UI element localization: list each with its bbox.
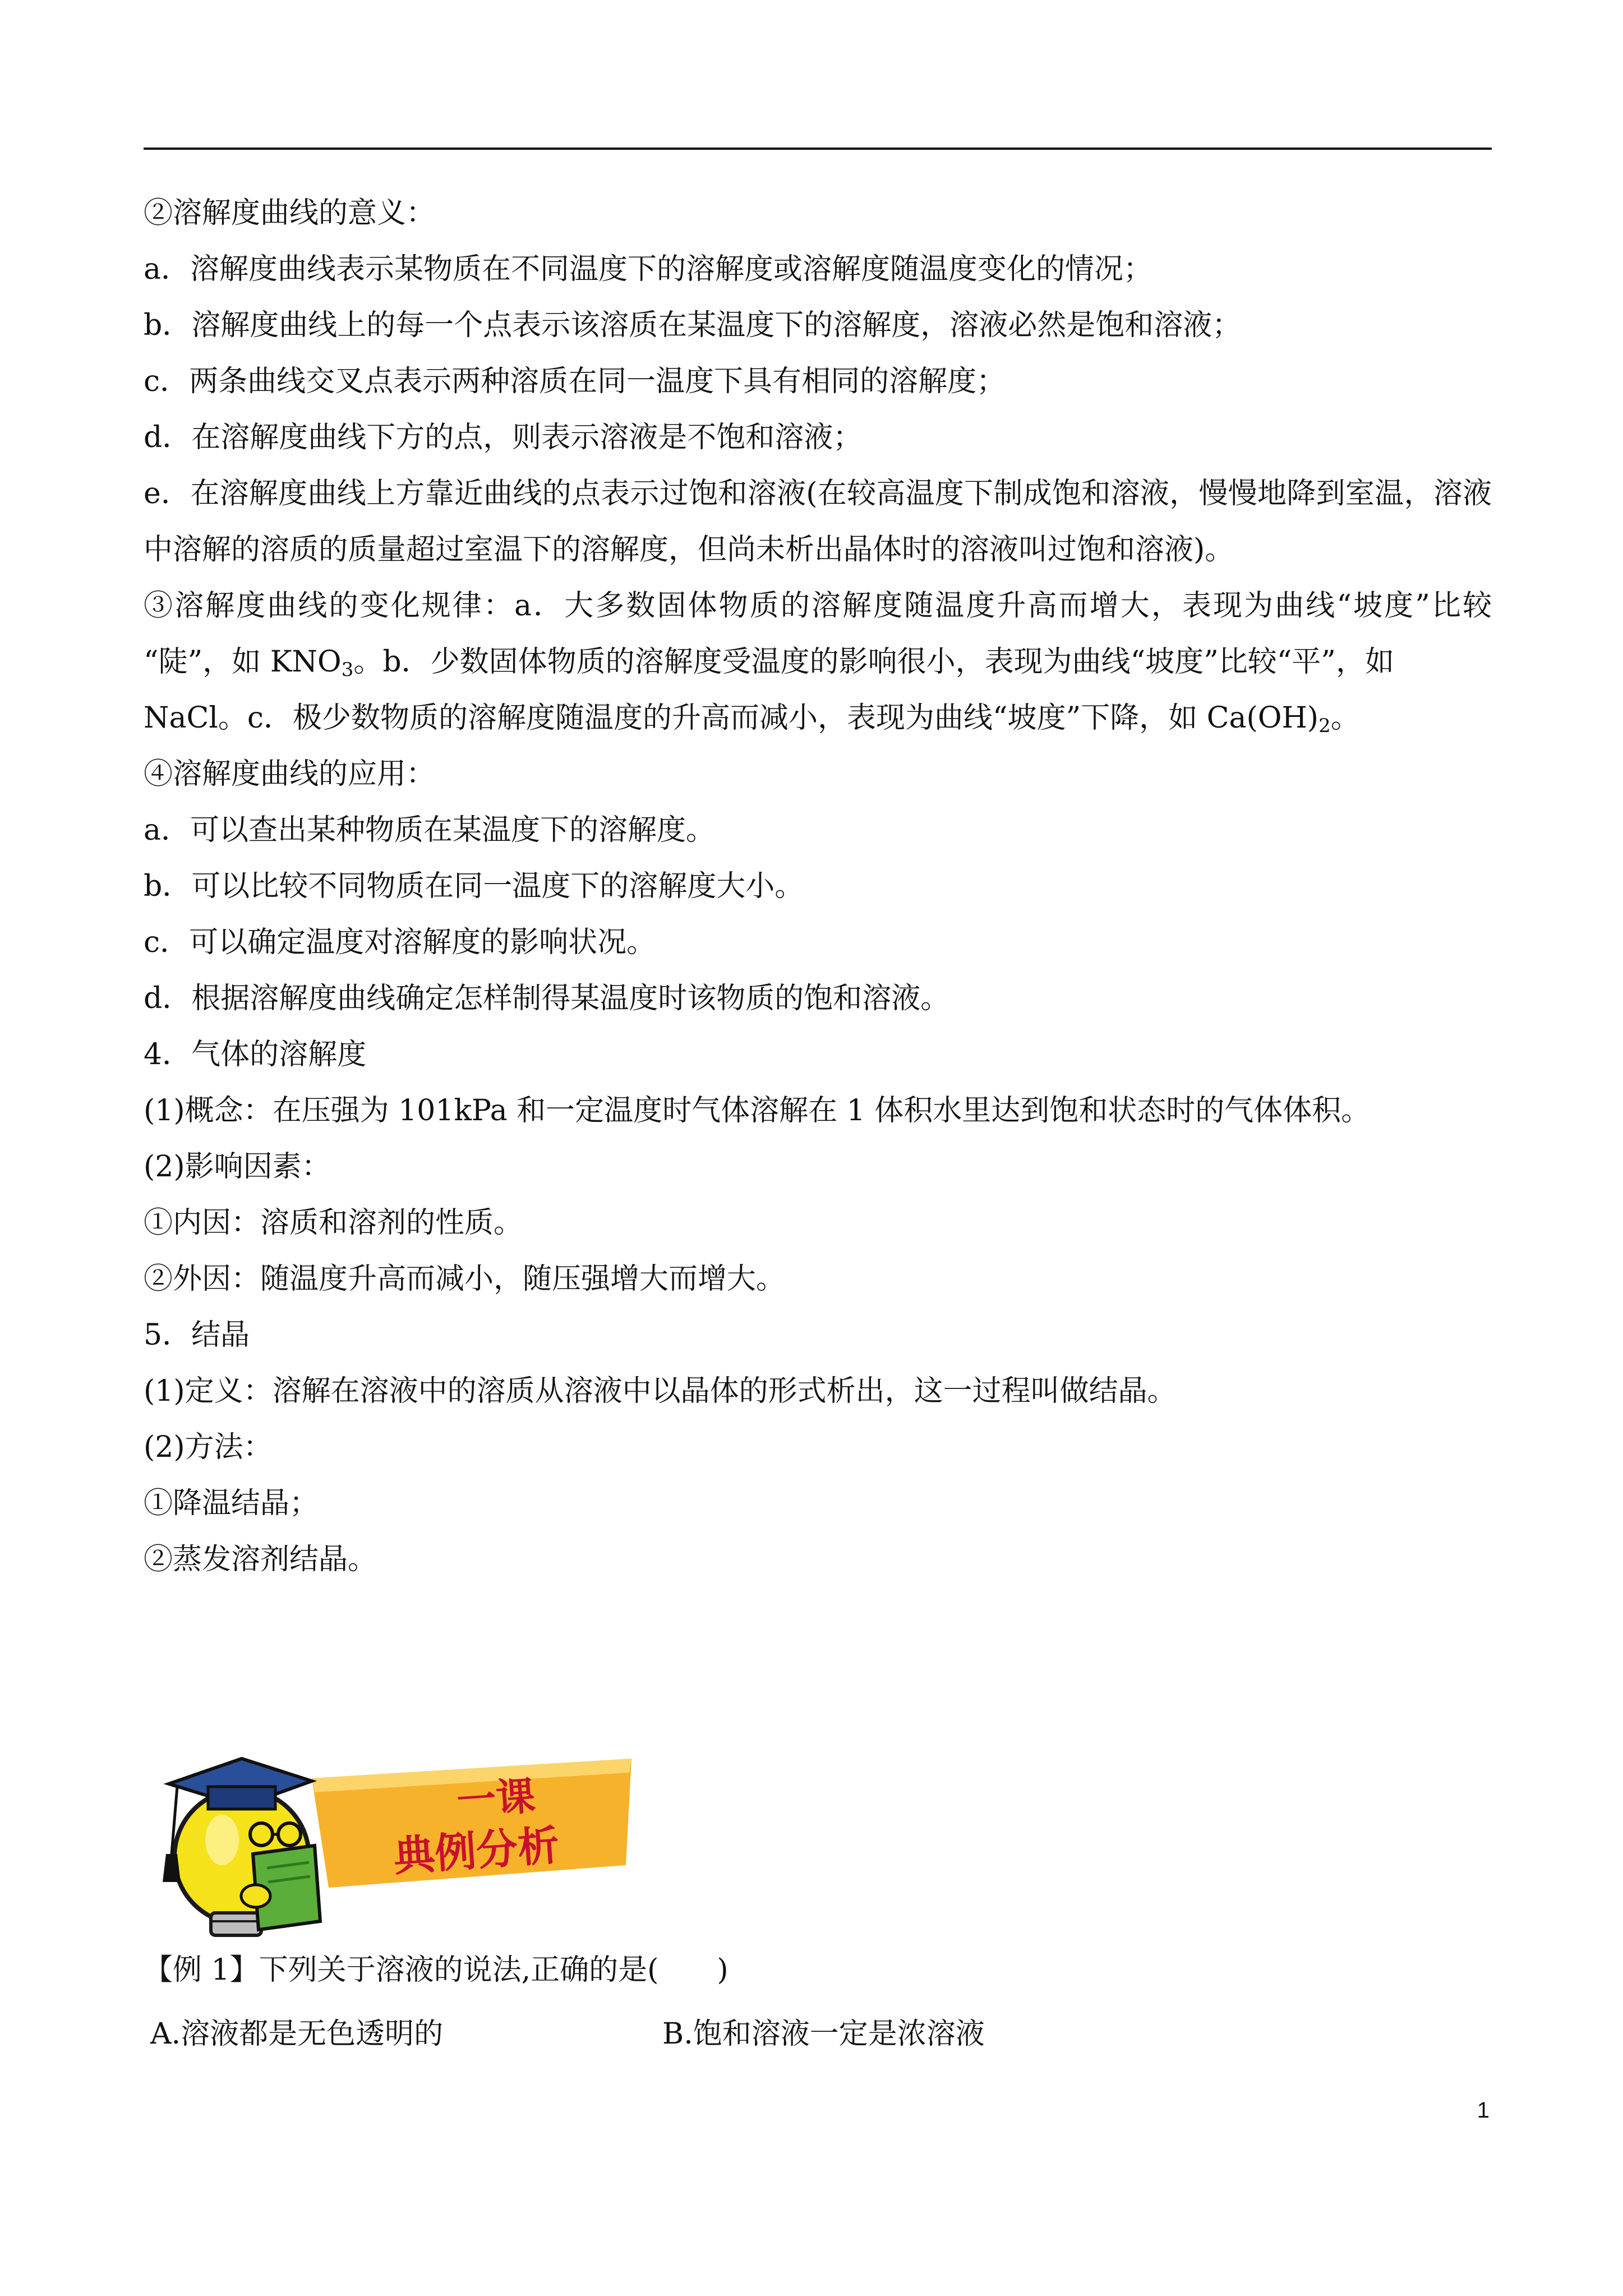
text-line: (2)影响因素： <box>144 1150 331 1184</box>
option-b: B.饱和溶液一定是浓溶液 <box>662 2017 985 2051</box>
text-span: 。 <box>1330 701 1360 735</box>
lightbulb-scholar-icon <box>144 1728 648 1941</box>
text-span: “陡”，如 KNO <box>144 645 342 679</box>
text-line: c．可以确定温度对溶解度的影响状况。 <box>144 926 656 959</box>
text-line: (1)概念：在压强为 101kPa 和一定温度时气体溶解在 1 体积水里达到饱和状态时的气体体积。 <box>144 1094 1371 1128</box>
text-line: 中溶解的溶质的质量超过室温下的溶解度，但尚未析出晶体时的溶液叫过饱和溶液)。 <box>144 533 1234 567</box>
subscript: 3 <box>341 659 354 681</box>
text-line: e．在溶解度曲线上方靠近曲线的点表示过饱和溶液(在较高温度下制成饱和溶液，慢慢地降到室温，溶液 <box>144 477 1492 510</box>
page-number: 1 <box>1477 2098 1490 2123</box>
text-line: (1)定义：溶解在溶液中的溶质从溶液中以晶体的形式析出，这一过程叫做结晶。 <box>144 1374 1177 1408</box>
header-rule <box>144 148 1492 150</box>
text-line: 5．结晶 <box>144 1318 250 1352</box>
example-question <box>144 1942 1492 1998</box>
text-span: NaCl。c．极少数物质的溶解度随温度的升高而减小，表现为曲线“坡度”下降，如 Ca(OH) <box>144 701 1319 735</box>
text-line: ①降温结晶； <box>144 1487 319 1520</box>
text-line: b．溶解度曲线上的每一个点表示该溶质在某温度下的溶解度，溶液必然是饱和溶液； <box>144 309 1242 342</box>
text-line: d．根据溶解度曲线确定怎样制得某温度时该物质的饱和溶液。 <box>144 982 950 1015</box>
text-line: d．在溶解度曲线下方的点，则表示溶液是不饱和溶液； <box>144 421 863 454</box>
text-line: ④溶解度曲线的应用： <box>144 757 436 791</box>
text-line-with-formula <box>144 634 1492 690</box>
text-line: c．两条曲线交叉点表示两种溶质在同一温度下具有相同的溶解度； <box>144 365 1006 398</box>
banner-title-line1: 一课 <box>455 1773 537 1824</box>
text-line: ③溶解度曲线的变化规律：a．大多数固体物质的溶解度随温度升高而增大，表现为曲线“坡度”比较 <box>144 589 1492 623</box>
text-line: a．溶解度曲线表示某物质在不同温度下的溶解度或溶解度随温度变化的情况； <box>144 252 1153 286</box>
question-text: 【例 1】下列关于溶液的说法,正确的是( ) <box>144 1953 728 1987</box>
example-analysis-banner <box>144 1728 648 1941</box>
text-line: ②溶解度曲线的意义： <box>144 196 436 230</box>
option-a: A.溶液都是无色透明的 <box>150 2017 444 2051</box>
banner-title-line2: 典例分析 <box>391 1821 561 1881</box>
subscript: 2 <box>1318 715 1331 737</box>
text-line: ①内因：溶质和溶剂的性质。 <box>144 1206 523 1240</box>
text-span: 。b．少数固体物质的溶解度受温度的影响很小，表现为曲线“坡度”比较“平”，如 <box>353 645 1394 679</box>
text-line-with-formula <box>144 690 1492 746</box>
document-body <box>144 185 1492 1588</box>
text-line: b．可以比较不同物质在同一温度下的溶解度大小。 <box>144 869 804 903</box>
text-line: 4．气体的溶解度 <box>144 1038 367 1071</box>
text-line: a．可以查出某种物质在某温度下的溶解度。 <box>144 813 716 847</box>
text-line: ②蒸发溶剂结晶。 <box>144 1543 377 1576</box>
text-line: ②外因：随温度升高而减小，随压强增大而增大。 <box>144 1262 786 1296</box>
text-line: (2)方法： <box>144 1430 273 1464</box>
